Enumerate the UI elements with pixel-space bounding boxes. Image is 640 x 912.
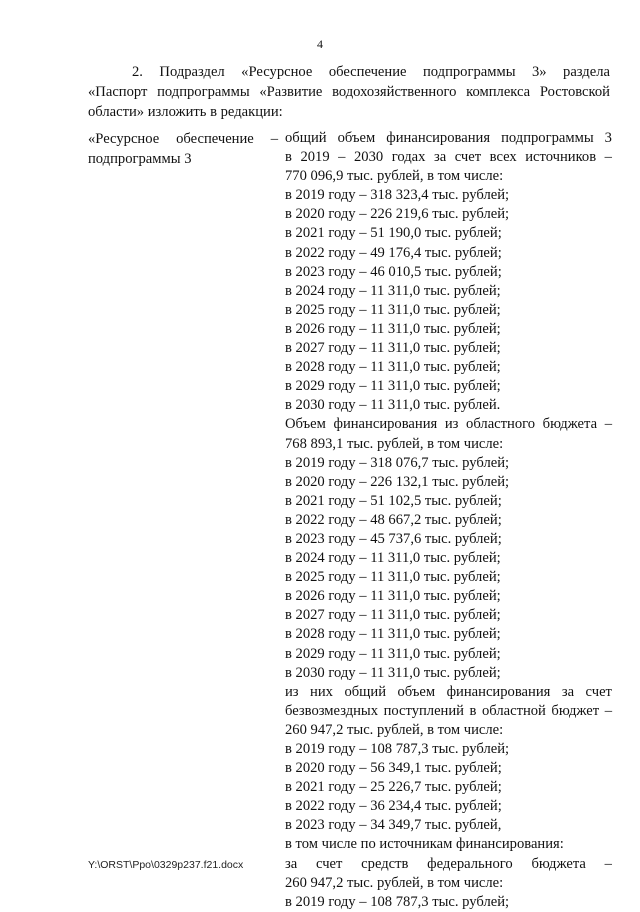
text-word: в 2019 году – 318 076,7 тыс. рублей; xyxy=(285,454,510,471)
text-word: источников xyxy=(525,149,597,166)
text-word: в 2024 году – 11 311,0 тыс. рублей; xyxy=(285,282,501,299)
text-word: средств xyxy=(361,855,409,872)
text-word: финансирования xyxy=(386,130,491,146)
text-word: годах xyxy=(391,149,426,166)
financing-line xyxy=(285,415,612,434)
text-word: федерального xyxy=(427,855,513,872)
financing-line xyxy=(285,835,612,854)
text-word: в 2029 году – 11 311,0 тыс. рублей; xyxy=(285,645,501,662)
text-word: из xyxy=(444,416,459,433)
text-word: в 2025 году – 11 311,0 тыс. рублей; xyxy=(285,569,501,586)
text-word: Объем xyxy=(285,416,326,433)
text-word: в 2030 году – 11 311,0 тыс. рублей. xyxy=(285,397,501,414)
text-word: в 2025 году – 11 311,0 тыс. рублей; xyxy=(285,301,501,318)
text-word: в 2021 году – 51 190,0 тыс. рублей; xyxy=(285,225,502,242)
left-label-line xyxy=(88,149,278,169)
financing-line xyxy=(285,263,612,282)
text-word: в том числе по источникам финансирования: xyxy=(285,836,564,853)
financing-line xyxy=(285,377,612,396)
financing-line xyxy=(285,664,612,683)
text-word: подпрограммы xyxy=(501,130,594,146)
financing-line xyxy=(285,454,612,473)
financing-line xyxy=(285,721,612,740)
text-word: за xyxy=(285,855,298,872)
financing-line xyxy=(285,186,612,205)
text-word: в 2023 году – 46 010,5 тыс. рублей; xyxy=(285,263,502,280)
text-word: бюджет xyxy=(551,702,600,719)
financing-details xyxy=(285,129,612,912)
text-word: в 2020 году – 56 349,1 тыс. рублей; xyxy=(285,760,502,777)
text-word: «Паспорт xyxy=(88,84,148,100)
text-word: в 2024 году – 11 311,0 тыс. рублей; xyxy=(285,550,501,567)
text-word: 770 096,9 тыс. рублей, в том числе: xyxy=(285,168,504,185)
intro-line xyxy=(88,102,610,122)
financing-line xyxy=(285,511,612,530)
text-word: в 2021 году – 51 102,5 тыс. рублей; xyxy=(285,492,502,509)
financing-line xyxy=(285,224,612,243)
text-word: водохозяйственного xyxy=(332,84,457,100)
text-word: в 2022 году – 36 234,4 тыс. рублей; xyxy=(285,798,502,815)
financing-line xyxy=(285,874,612,893)
text-word: в 2027 году – 11 311,0 тыс. рублей; xyxy=(285,607,501,624)
text-word: – xyxy=(338,149,346,166)
financing-line xyxy=(285,816,612,835)
text-word: областного xyxy=(466,416,536,433)
text-word: всех xyxy=(489,149,517,166)
text-word: в 2029 году – 11 311,0 тыс. рублей; xyxy=(285,378,501,395)
text-word: 2019 xyxy=(300,149,330,166)
financing-line xyxy=(285,358,612,377)
text-word: 2030 xyxy=(353,149,384,166)
text-word: в 2023 году – 34 349,7 тыс. рублей, xyxy=(285,817,502,834)
text-word: счет xyxy=(316,855,343,872)
text-word: в 2028 году – 11 311,0 тыс. рублей; xyxy=(285,359,501,376)
financing-line xyxy=(285,702,612,721)
text-word: «Ресурсное xyxy=(88,131,160,147)
text-word: в 2020 году – 226 132,1 тыс. рублей; xyxy=(285,473,510,490)
text-word: в 2022 году – 48 667,2 тыс. рублей; xyxy=(285,511,502,528)
text-word: подпрограммы xyxy=(157,84,250,100)
text-word: безвозмездных xyxy=(285,702,379,719)
financing-line xyxy=(285,129,612,148)
text-word: бюджета xyxy=(542,416,598,433)
text-word: за xyxy=(561,683,575,700)
text-word: раздела xyxy=(563,64,610,80)
resource-provision-label xyxy=(88,129,278,169)
text-word: 3» xyxy=(531,64,547,80)
text-word: подпрограммы 3 xyxy=(88,151,192,167)
financing-line xyxy=(285,683,612,702)
financing-line xyxy=(285,244,612,263)
text-word: – xyxy=(604,702,612,719)
financing-line xyxy=(285,167,612,186)
text-word: областной xyxy=(481,702,546,719)
financing-line xyxy=(285,148,612,167)
text-word: 260 947,2 тыс. рублей, в том числе: xyxy=(285,874,504,891)
text-word: в 2019 году – 318 323,4 тыс. рублей; xyxy=(285,187,510,204)
financing-line xyxy=(285,797,612,816)
text-word: в 2026 году – 11 311,0 тыс. рублей; xyxy=(285,588,501,605)
financing-line xyxy=(285,587,612,606)
text-word: в 2019 году – 108 787,3 тыс. рублей; xyxy=(285,741,510,757)
text-word: за xyxy=(433,149,447,166)
text-word: общий xyxy=(344,683,387,700)
text-word: подпрограммы xyxy=(422,64,516,80)
text-word: общий xyxy=(285,130,327,146)
financing-line xyxy=(285,568,612,587)
text-word: в 2022 году – 49 176,4 тыс. рублей; xyxy=(285,244,502,261)
financing-line xyxy=(285,893,612,912)
text-word: в xyxy=(469,702,477,719)
text-word: 2. xyxy=(132,64,143,80)
text-word: Подраздел xyxy=(159,64,225,80)
text-word: – xyxy=(604,855,612,872)
intro-line xyxy=(88,62,610,82)
text-word: из xyxy=(285,683,299,700)
financing-line xyxy=(285,339,612,358)
text-word: обеспечение xyxy=(328,64,407,80)
text-word: – xyxy=(604,416,612,433)
text-word: области» изложить в редакции: xyxy=(88,104,283,120)
text-word: счет xyxy=(454,149,482,166)
left-label-line xyxy=(88,129,278,149)
text-word: объем xyxy=(337,130,376,146)
financing-line xyxy=(285,205,612,224)
financing-line xyxy=(285,606,612,625)
financing-line xyxy=(285,740,612,759)
text-word: финансирования xyxy=(446,683,551,700)
financing-line xyxy=(285,282,612,301)
financing-line xyxy=(285,530,612,549)
text-word: бюджета xyxy=(531,855,586,872)
financing-line xyxy=(285,855,612,874)
text-word: объем xyxy=(397,683,436,700)
text-word: в 2028 году – 11 311,0 тыс. рублей; xyxy=(285,626,501,643)
text-word: в 2027 году – 11 311,0 тыс. рублей; xyxy=(285,340,501,357)
text-word: счет xyxy=(585,683,612,700)
text-word: поступлений xyxy=(383,702,464,719)
text-word: в 2019 году – 108 787,3 тыс. рублей; xyxy=(285,893,510,910)
financing-line xyxy=(285,396,612,415)
text-word: 768 893,1 тыс. рублей, в том числе: xyxy=(285,435,504,452)
intro-line xyxy=(88,82,610,102)
text-word: «Ресурсное xyxy=(241,64,313,80)
text-word: 260 947,2 тыс. рублей, в том числе: xyxy=(285,721,504,738)
text-word: «Развитие xyxy=(259,84,323,100)
financing-line xyxy=(285,473,612,492)
text-word: них xyxy=(310,683,333,700)
footer-file-path: Y:\ORST\Ppo\0329p237.f21.docx xyxy=(88,859,244,871)
financing-line xyxy=(285,435,612,454)
text-word: комплекса xyxy=(466,84,531,100)
text-word: 3 xyxy=(604,130,612,146)
text-word: в 2023 году – 45 737,6 тыс. рублей; xyxy=(285,530,502,547)
text-word: в 2020 году – 226 219,6 тыс. рублей; xyxy=(285,206,510,223)
text-word: в 2021 году – 25 226,7 тыс. рублей; xyxy=(285,779,502,796)
intro-paragraph xyxy=(88,62,610,122)
financing-line xyxy=(285,320,612,339)
financing-line xyxy=(285,778,612,797)
page-number: 4 xyxy=(317,37,323,51)
text-word: в 2030 году – 11 311,0 тыс. рублей; xyxy=(285,664,501,681)
text-word: Ростовской xyxy=(539,84,610,100)
text-word: в 2026 году – 11 311,0 тыс. рублей; xyxy=(285,320,501,337)
text-word: обеспечение xyxy=(176,131,254,147)
financing-line xyxy=(285,625,612,644)
text-word: – xyxy=(604,149,612,166)
financing-line xyxy=(285,759,612,778)
financing-line xyxy=(285,645,612,664)
text-word: – xyxy=(270,131,278,147)
text-word: финансирования xyxy=(333,416,438,433)
financing-line xyxy=(285,492,612,511)
financing-line xyxy=(285,301,612,320)
financing-line xyxy=(285,549,612,568)
text-word: в xyxy=(285,149,292,166)
